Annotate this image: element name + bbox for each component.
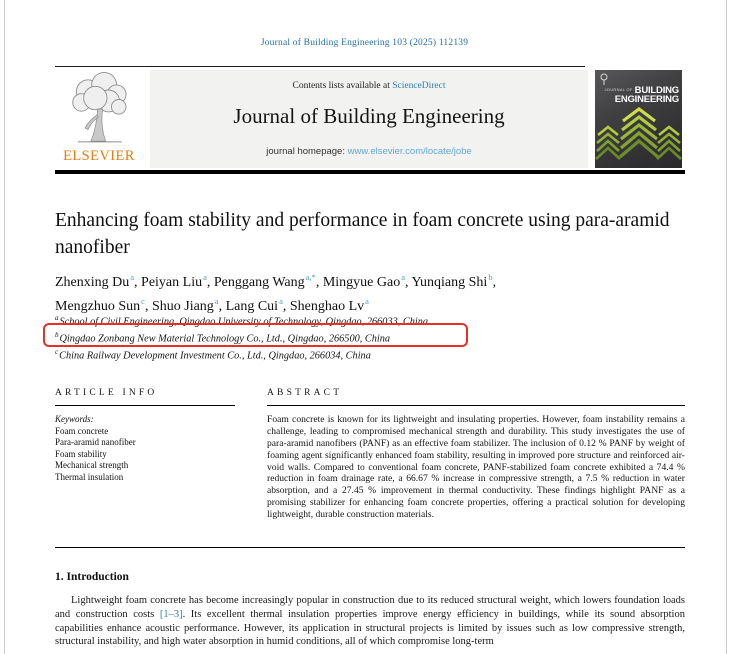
contents-prefix: Contents lists available at <box>292 81 393 91</box>
keyword: Para-aramid nanofiber <box>55 437 136 448</box>
highlight-annotation-box <box>43 323 468 347</box>
affiliation-c: $^c$China Railway Development Investment Co., Ltd., Qingdao, 266034, China <box>55 347 371 362</box>
article-info-column <box>55 388 235 483</box>
author: Lang Cui$^a$ , <box>226 299 290 314</box>
author: Mengzhuo Sun$^c$ , <box>55 299 152 314</box>
elsevier-logo[interactable] <box>55 70 143 169</box>
author-line <box>55 268 655 292</box>
journal-header-box <box>150 70 588 168</box>
author: Mingyue Gao$^a$ , <box>323 275 412 290</box>
journal-title: Journal of Building Engineering <box>233 104 505 128</box>
keywords-label: Keywords: <box>55 414 94 425</box>
keyword: Foam concrete <box>55 425 109 436</box>
article-info-heading: ARTICLE INFO <box>55 388 158 398</box>
author: Yunqiang Shi$^b$ , <box>411 275 496 290</box>
abstract-heading: ABSTRACT <box>267 388 343 398</box>
keyword: Foam stability <box>55 448 107 459</box>
article-info-rule <box>55 405 235 406</box>
abstract-rule <box>267 405 685 406</box>
abstract-column <box>267 388 685 521</box>
author: Peiyan Liu$^a$ , <box>141 275 214 290</box>
elsevier-wordmark: ELSEVIER <box>63 148 135 164</box>
homepage-line <box>150 146 588 157</box>
author-corresponding: Penggang Wang$^{a,*}$ , <box>214 275 323 290</box>
sciencedirect-link[interactable]: ScienceDirect <box>392 81 446 91</box>
journal-cover-thumbnail[interactable] <box>595 70 682 168</box>
section-divider-rule <box>55 547 685 548</box>
affiliation-a: $^a$School of Civil Engineering, Qingdao University of Technology, Qingdao, 266033, China <box>55 314 429 328</box>
citation-ref-1-3[interactable]: [1–3] <box>159 608 183 620</box>
elsevier-tree-icon <box>55 71 143 147</box>
page-left-border <box>4 0 5 654</box>
header-bottom-rule <box>55 170 685 174</box>
header-top-rule <box>55 66 585 67</box>
keyword: Thermal insulation <box>55 471 124 482</box>
homepage-prefix: journal homepage: <box>266 146 348 157</box>
journal-citation[interactable]: Journal of Building Engineering 103 (2025) 112139 <box>260 38 469 48</box>
cover-title: JOURNAL OF BUILDING ENGINEERING <box>604 85 679 105</box>
contents-line <box>150 81 588 91</box>
page-right-border <box>726 0 727 654</box>
author: Shenghao Lv$^a$ <box>289 296 369 314</box>
affiliation-b-highlighted: $^b$Qingdao Zonbang New Material Technology Co., Ltd., Qingdao, 266500, China <box>55 330 391 345</box>
introduction-paragraph: Lightweight foam concrete has become increasingly popular in construction due to its reduced structural weight, which lowers foundation loads and construction costs [1–3]. Its excellent thermal insulation properties improve energy efficiency in buildings, while its sound absorption capabilities enhance acoustic performance. However, its application in structural projects is limited by issues such as low compressive strength, structural instability, and high water absorption in humid conditions, all of which compromise long-term <box>55 595 685 648</box>
cover-chevron-trees-icon <box>595 105 682 168</box>
cover-kicker: JOURNAL OF <box>604 87 633 92</box>
article-title: Enhancing foam stability and performance in foam concrete using para-aramid nanofiber <box>55 210 670 258</box>
abstract-text: Foam concrete is known for its lightweight and insulating properties. However, foam instability remains a challenge, leading to compromised mechanical strength and durability. This study investigates the use of para-aramid nanofibers (PANF) as an effective foam stabilizer. The inclusion of 0.12 % PANF by weight of foaming agent significantly enhanced foam stability, resulting in improved pore structure and reinforced air-void walls. Compared to conventional foam concrete, PANF-stabilized foam concrete exhibited a 74.4 % reduction in foam drainage rate, a 66.67 % increase in compressive strength, a 7.5 % reduction in water absorption, and a 27.45 % improvement in thermal conductivity. These findings highlight PANF as a promising stabilizer for enhancing foam concrete properties, offering a practical solution for developing lightweight, durable construction materials. <box>267 414 685 520</box>
author-list <box>55 268 655 316</box>
introduction-heading: 1. Introduction <box>55 571 129 583</box>
keyword: Mechanical strength <box>55 460 129 471</box>
author: Zhenxing Du$^a$ , <box>55 275 141 290</box>
author: Shuo Jiang$^a$ , <box>152 299 226 314</box>
journal-homepage-link[interactable]: www.elsevier.com/locate/jobe <box>347 146 472 157</box>
